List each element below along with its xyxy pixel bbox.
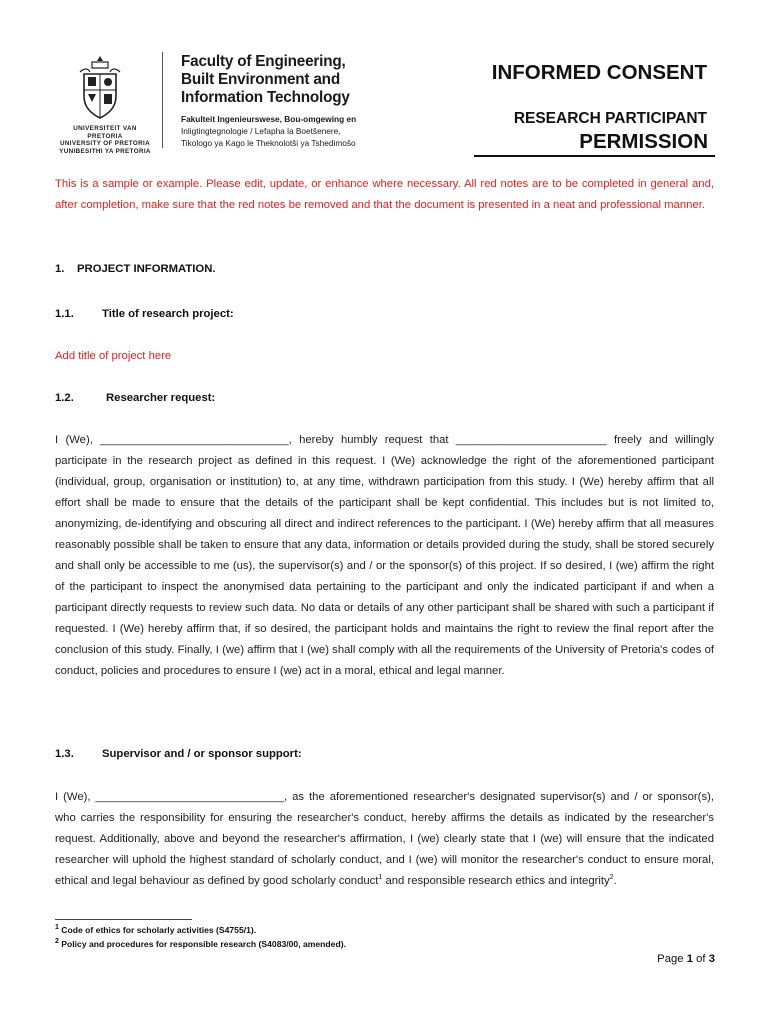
section-1-heading: 1. PROJECT INFORMATION.	[55, 263, 216, 275]
project-title-placeholder: Add title of project here	[55, 350, 172, 362]
faculty-name: Faculty of Engineering, Built Environment and Information Technology	[181, 53, 350, 106]
footnote-1: $^1$ Code of ethics for scholarly activities (S4755/1).	[55, 924, 257, 935]
intro-note: This is a sample or example. Please edit, update, or enhance where necessary. All red notes are to be completed in general and, after completion, make sure that the red notes be removed and that the document is presented in a neat and professional manner.	[55, 178, 714, 211]
supervisor-support-body: I (We), ______________________________, as the aforementioned researcher's designated supervisor(s) and / or sponsor(s), who carries the responsibility for ensuring the researcher's conduct, hereby affirms the details as indicated by the researcher's request. Additionally, above and beyond the researcher's affirmation, I (we) clearly state that I (we) will ensure that the indicated researcher will uphold the highest standard of scholarly conduct, and I (we) will monitor the researcher's conduct to ensure moral, ethical and legal behaviour as defined by good scholarly conduct$^1$ and responsible research ethics and integrity$^2$.	[55, 791, 714, 887]
document-title: INFORMED CONSENT	[491, 61, 707, 84]
university-crest-icon	[78, 54, 122, 124]
university-name: UNIVERSITEIT VAN PRETORIA UNIVERSITY OF PRETORIA YUNIBESITHI YA PRETORIA	[59, 125, 151, 155]
section-1-1-heading: 1.1. Title of research project:	[55, 308, 234, 320]
footnote-ref-1[interactable]: 1	[378, 874, 383, 882]
document-subtitle-permission: PERMISSION	[579, 130, 708, 153]
researcher-request-body: I (We), ______________________________, hereby humbly request that ________________________ freely and willingly participate in the research project as defined in this request. I (We) acknowledge the right of the aforementioned participant (individual, group, organisation or institution) to, at any time, withdrawn participation from this study. I (We) hereby affirm that all effort shall be made to ensure that the details of the participant shall be kept confidential. This includes but is not limited to, anonymizing, de-identifying and obscuring all direct and indirect references to the participant. I (We) hereby affirm that all measures reasonably possible shall be taken to ensure that any data, information or details provided during the study, shall be stored securely and shall only be accessible to me (us), the supervisor(s) and / or the sponsor(s) of this project. If so desired, I (we) affirm the right of the participant to inspect the anonymised data pertaining to the participant and only the indicated participant if and when a participant directly requests to review such data. No data or details of any other participant shall be shared with such a participant if requested. I (We) hereby affirm that, if so desired, the participant holds and maintains the right to review the final report after the conclusion of this study. Finally, I (we) affirm that I (we) shall comply with all the requirements of the University of Pretoria's codes of conduct, policies and procedures to ensure I (we) act in a moral, ethical and legal manner.	[55, 434, 714, 677]
footnote-separator	[55, 919, 192, 920]
faculty-subtitle: Fakulteit Ingenieurswese, Bou-omgewing en Inligtingtegnologie / Lefapha la Boetšenere, Tikologo ya Kago le Theknolotši ya Tshedimošo	[181, 114, 357, 148]
footnote-2: $^2$ Policy and procedures for responsible research (S4083/00, amended).	[55, 938, 346, 949]
header-divider	[162, 52, 163, 148]
section-1-3-heading: 1.3. Supervisor and / or sponsor support:	[55, 748, 302, 760]
title-underline	[474, 155, 715, 157]
document-subtitle: RESEARCH PARTICIPANT	[513, 110, 707, 127]
page-number: Page 1 of 3	[657, 953, 715, 965]
section-1-2-heading: 1.2. Researcher request:	[55, 392, 216, 404]
footnote-ref-2[interactable]: 2	[609, 874, 614, 882]
